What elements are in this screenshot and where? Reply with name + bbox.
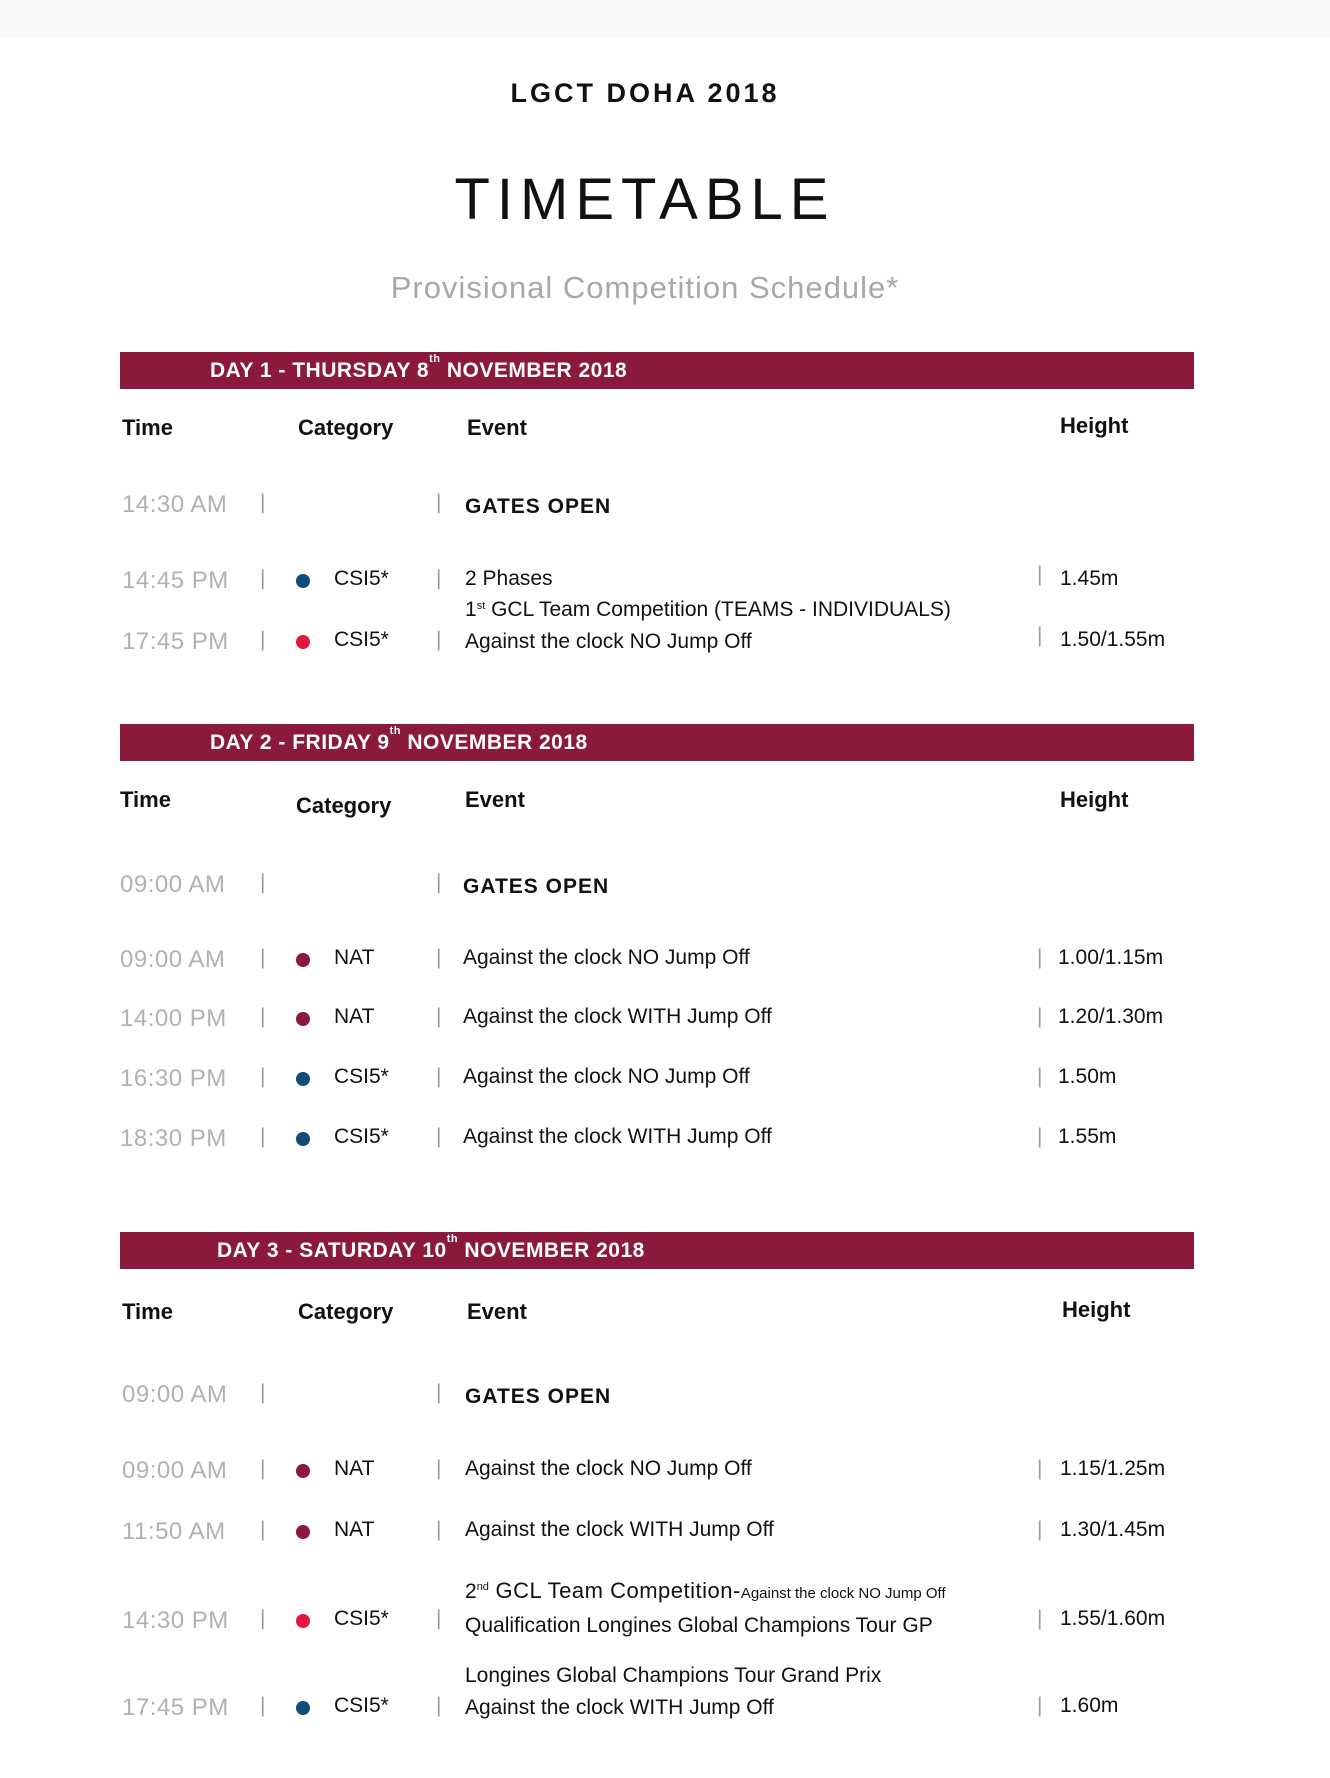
- row-event: GATES OPEN: [465, 1385, 612, 1408]
- row-time: 14:45 PM: [122, 567, 229, 594]
- separator: |: [1037, 1005, 1043, 1028]
- row-event: 2nd GCL Team Competition-Against the clock NO Jump Off Qualification Longines Global Champions Tour GP: [465, 1578, 946, 1637]
- row-time: 11:50 AM: [122, 1518, 226, 1545]
- row-height: 1.60m: [1060, 1694, 1119, 1717]
- row-category: NAT: [334, 1005, 375, 1028]
- row-time: 14:30 PM: [122, 1607, 229, 1634]
- separator: |: [260, 628, 266, 651]
- dark-red-dot-icon: [296, 953, 310, 967]
- separator: |: [436, 628, 442, 651]
- row-time: 17:45 PM: [122, 628, 229, 655]
- separator: |: [260, 1607, 266, 1630]
- column-headers: [120, 761, 1194, 851]
- day-1-section: [120, 352, 1194, 655]
- separator: |: [1037, 1065, 1043, 1088]
- row-time: 14:30 AM: [122, 491, 228, 518]
- separator: |: [260, 1518, 266, 1541]
- col-category: Category: [296, 793, 392, 818]
- blue-dot-icon: [296, 574, 310, 588]
- row-time: 09:00 AM: [122, 1457, 228, 1484]
- row-time: 09:00 AM: [120, 946, 226, 973]
- row-event: Against the clock WITH Jump Off: [463, 1005, 772, 1028]
- col-event: Event: [467, 415, 527, 440]
- col-height: Height: [1060, 413, 1129, 438]
- row-category: CSI5*: [334, 628, 389, 651]
- row-height: 1.15/1.25m: [1060, 1457, 1166, 1480]
- row-height: 1.20/1.30m: [1058, 1005, 1164, 1028]
- separator: |: [1037, 1694, 1043, 1717]
- row-time: 17:45 PM: [122, 1694, 229, 1721]
- day-2-section: [120, 724, 1194, 1152]
- row-category: CSI5*: [334, 1125, 389, 1148]
- separator: |: [1037, 563, 1043, 586]
- blue-dot-icon: [296, 1072, 310, 1086]
- row-time: 18:30 PM: [120, 1125, 227, 1152]
- row-height: 1.50/1.55m: [1060, 628, 1166, 651]
- row-height: 1.55m: [1058, 1125, 1117, 1148]
- page-subtitle: Provisional Competition Schedule*: [390, 270, 900, 305]
- row-category: NAT: [334, 1457, 375, 1480]
- col-time: Time: [122, 1299, 173, 1324]
- row-category: CSI5*: [334, 1065, 389, 1088]
- separator: |: [260, 1125, 266, 1148]
- dark-red-dot-icon: [296, 1464, 310, 1478]
- row-category: CSI5*: [334, 1694, 389, 1717]
- separator: |: [436, 1518, 442, 1541]
- row-category: CSI5*: [334, 567, 389, 590]
- separator: |: [436, 871, 442, 894]
- separator: |: [1037, 1518, 1043, 1541]
- separator: |: [436, 1125, 442, 1148]
- separator: |: [260, 567, 266, 590]
- row-event: 2 Phases: [465, 567, 553, 590]
- day-3-banner: DAY 3 - SATURDAY 10th NOVEMBER 2018: [120, 1232, 1194, 1269]
- row-event: 1st GCL Team Competition (TEAMS - INDIVIDUALS) Against the clock NO Jump Off: [465, 598, 951, 653]
- row-event: Against the clock WITH Jump Off: [463, 1125, 772, 1148]
- separator: |: [260, 1005, 266, 1028]
- separator: |: [260, 491, 266, 514]
- blue-dot-icon: [296, 1132, 310, 1146]
- brand-title: LGCT DOHA 2018: [510, 78, 780, 108]
- col-time: Time: [120, 787, 171, 812]
- red-dot-icon: [296, 1614, 310, 1628]
- dark-red-dot-icon: [296, 1012, 310, 1026]
- separator: |: [436, 1005, 442, 1028]
- col-category: Category: [298, 1299, 394, 1324]
- separator: |: [436, 1381, 442, 1404]
- col-time: Time: [122, 415, 173, 440]
- separator: |: [436, 491, 442, 514]
- row-category: NAT: [334, 946, 375, 969]
- top-strip: [0, 0, 1330, 38]
- col-event: Event: [465, 787, 525, 812]
- day-2-banner: DAY 2 - FRIDAY 9th NOVEMBER 2018: [120, 724, 1194, 761]
- row-height: 1.45m: [1060, 567, 1119, 590]
- row-event: Against the clock NO Jump Off: [465, 1457, 752, 1480]
- row-height: 1.00/1.15m: [1058, 946, 1164, 969]
- separator: |: [260, 871, 266, 894]
- row-time: 09:00 AM: [120, 871, 226, 898]
- separator: |: [260, 1457, 266, 1480]
- row-height: 1.30/1.45m: [1060, 1518, 1166, 1541]
- row-category: CSI5*: [334, 1607, 389, 1630]
- col-height: Height: [1060, 787, 1129, 812]
- separator: |: [1037, 1457, 1043, 1480]
- row-event: Longines Global Champions Tour Grand Prix Against the clock WITH Jump Off: [465, 1664, 882, 1719]
- col-category: Category: [298, 415, 394, 440]
- row-height: 1.50m: [1058, 1065, 1117, 1088]
- column-headers: [120, 389, 1194, 479]
- row-event: GATES OPEN: [465, 495, 612, 518]
- row-height: 1.55/1.60m: [1060, 1607, 1166, 1630]
- separator: |: [436, 1065, 442, 1088]
- page-title: TIMETABLE: [454, 167, 836, 232]
- separator: |: [260, 1381, 266, 1404]
- separator: |: [260, 946, 266, 969]
- blue-dot-icon: [296, 1701, 310, 1715]
- col-event: Event: [467, 1299, 527, 1324]
- separator: |: [436, 1607, 442, 1630]
- row-category: NAT: [334, 1518, 375, 1541]
- separator: |: [436, 567, 442, 590]
- row-event: GATES OPEN: [463, 875, 610, 898]
- red-dot-icon: [296, 635, 310, 649]
- day-3-section: [120, 1232, 1194, 1721]
- day-1-banner: DAY 1 - THURSDAY 8th NOVEMBER 2018: [120, 352, 1194, 389]
- separator: |: [436, 1694, 442, 1717]
- separator: |: [1037, 1607, 1043, 1630]
- dark-red-dot-icon: [296, 1525, 310, 1539]
- row-time: 14:00 PM: [120, 1005, 227, 1032]
- separator: |: [436, 1457, 442, 1480]
- row-event: Against the clock NO Jump Off: [463, 946, 750, 969]
- column-headers: [120, 1269, 1194, 1359]
- separator: |: [1037, 624, 1043, 647]
- row-time: 16:30 PM: [120, 1065, 227, 1092]
- separator: |: [1037, 946, 1043, 969]
- row-event: Against the clock NO Jump Off: [463, 1065, 750, 1088]
- row-event: Against the clock WITH Jump Off: [465, 1518, 774, 1541]
- col-height: Height: [1062, 1297, 1131, 1322]
- separator: |: [1037, 1125, 1043, 1148]
- separator: |: [260, 1065, 266, 1088]
- separator: |: [436, 946, 442, 969]
- row-time: 09:00 AM: [122, 1381, 228, 1408]
- separator: |: [260, 1694, 266, 1717]
